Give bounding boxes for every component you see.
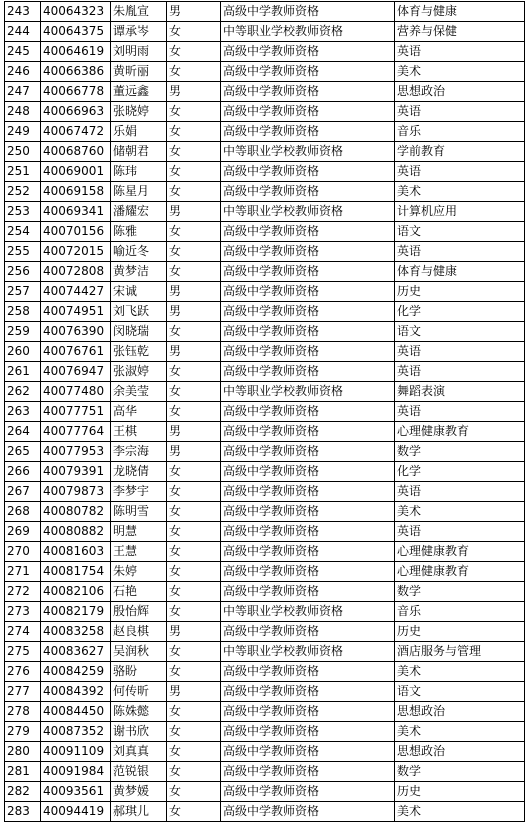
table-row xyxy=(5,222,525,242)
row-number-cell: 280 xyxy=(5,742,41,762)
name-cell: 董远鑫 xyxy=(111,82,167,102)
row-number-cell: 253 xyxy=(5,202,41,222)
exam-id-cell: 40084392 xyxy=(41,682,111,702)
qualification-cell: 高级中学教师资格 xyxy=(221,702,395,722)
gender-cell: 女 xyxy=(167,502,221,522)
name-cell: 石艳 xyxy=(111,582,167,602)
subject-cell: 学前教育 xyxy=(395,142,525,162)
subject-cell: 计算机应用 xyxy=(395,202,525,222)
table-row xyxy=(5,262,525,282)
gender-cell: 女 xyxy=(167,742,221,762)
name-cell: 潘耀宏 xyxy=(111,202,167,222)
candidate-table-body xyxy=(5,2,525,822)
name-cell: 喻近冬 xyxy=(111,242,167,262)
gender-cell: 女 xyxy=(167,402,221,422)
table-row xyxy=(5,382,525,402)
subject-cell: 英语 xyxy=(395,102,525,122)
qualification-cell: 高级中学教师资格 xyxy=(221,622,395,642)
row-number-cell: 274 xyxy=(5,622,41,642)
qualification-cell: 高级中学教师资格 xyxy=(221,42,395,62)
table-row xyxy=(5,2,525,22)
table-row xyxy=(5,742,525,762)
row-number-cell: 243 xyxy=(5,2,41,22)
name-cell: 宋诚 xyxy=(111,282,167,302)
table-row xyxy=(5,22,525,42)
subject-cell: 数学 xyxy=(395,582,525,602)
name-cell: 明慧 xyxy=(111,522,167,542)
table-row xyxy=(5,322,525,342)
row-number-cell: 251 xyxy=(5,162,41,182)
subject-cell: 数学 xyxy=(395,442,525,462)
table-row xyxy=(5,582,525,602)
gender-cell: 女 xyxy=(167,542,221,562)
name-cell: 余美莹 xyxy=(111,382,167,402)
qualification-cell: 高级中学教师资格 xyxy=(221,742,395,762)
exam-id-cell: 40080882 xyxy=(41,522,111,542)
qualification-cell: 高级中学教师资格 xyxy=(221,462,395,482)
name-cell: 黄梦洁 xyxy=(111,262,167,282)
name-cell: 张晓婷 xyxy=(111,102,167,122)
qualification-cell: 高级中学教师资格 xyxy=(221,342,395,362)
gender-cell: 女 xyxy=(167,662,221,682)
exam-id-cell: 40069001 xyxy=(41,162,111,182)
row-number-cell: 264 xyxy=(5,422,41,442)
name-cell: 乐娟 xyxy=(111,122,167,142)
gender-cell: 女 xyxy=(167,242,221,262)
subject-cell: 音乐 xyxy=(395,122,525,142)
exam-id-cell: 40064375 xyxy=(41,22,111,42)
qualification-cell: 高级中学教师资格 xyxy=(221,722,395,742)
qualification-cell: 高级中学教师资格 xyxy=(221,762,395,782)
table-row xyxy=(5,502,525,522)
subject-cell: 英语 xyxy=(395,362,525,382)
gender-cell: 女 xyxy=(167,462,221,482)
table-row xyxy=(5,82,525,102)
gender-cell: 女 xyxy=(167,102,221,122)
table-row xyxy=(5,762,525,782)
name-cell: 李梦宇 xyxy=(111,482,167,502)
qualification-cell: 高级中学教师资格 xyxy=(221,242,395,262)
row-number-cell: 282 xyxy=(5,782,41,802)
exam-id-cell: 40077751 xyxy=(41,402,111,422)
row-number-cell: 252 xyxy=(5,182,41,202)
qualification-cell: 高级中学教师资格 xyxy=(221,802,395,822)
qualification-cell: 高级中学教师资格 xyxy=(221,122,395,142)
qualification-cell: 中等职业学校教师资格 xyxy=(221,602,395,622)
subject-cell: 舞蹈表演 xyxy=(395,382,525,402)
name-cell: 陈明雪 xyxy=(111,502,167,522)
exam-id-cell: 40067472 xyxy=(41,122,111,142)
gender-cell: 女 xyxy=(167,162,221,182)
subject-cell: 美术 xyxy=(395,662,525,682)
qualification-cell: 高级中学教师资格 xyxy=(221,442,395,462)
exam-id-cell: 40077953 xyxy=(41,442,111,462)
row-number-cell: 257 xyxy=(5,282,41,302)
exam-id-cell: 40091984 xyxy=(41,762,111,782)
row-number-cell: 272 xyxy=(5,582,41,602)
exam-id-cell: 40064619 xyxy=(41,42,111,62)
exam-id-cell: 40087352 xyxy=(41,722,111,742)
subject-cell: 语文 xyxy=(395,222,525,242)
name-cell: 何传昕 xyxy=(111,682,167,702)
exam-id-cell: 40072808 xyxy=(41,262,111,282)
name-cell: 陈星月 xyxy=(111,182,167,202)
qualification-cell: 高级中学教师资格 xyxy=(221,422,395,442)
exam-id-cell: 40064323 xyxy=(41,2,111,22)
gender-cell: 女 xyxy=(167,142,221,162)
name-cell: 黄昕丽 xyxy=(111,62,167,82)
qualification-cell: 高级中学教师资格 xyxy=(221,282,395,302)
qualification-cell: 高级中学教师资格 xyxy=(221,522,395,542)
qualification-cell: 高级中学教师资格 xyxy=(221,322,395,342)
table-row xyxy=(5,482,525,502)
subject-cell: 美术 xyxy=(395,502,525,522)
exam-id-cell: 40083258 xyxy=(41,622,111,642)
subject-cell: 体育与健康 xyxy=(395,262,525,282)
exam-id-cell: 40080782 xyxy=(41,502,111,522)
row-number-cell: 279 xyxy=(5,722,41,742)
subject-cell: 英语 xyxy=(395,242,525,262)
subject-cell: 历史 xyxy=(395,622,525,642)
exam-id-cell: 40081603 xyxy=(41,542,111,562)
subject-cell: 英语 xyxy=(395,402,525,422)
row-number-cell: 248 xyxy=(5,102,41,122)
table-row xyxy=(5,562,525,582)
name-cell: 赵良棋 xyxy=(111,622,167,642)
qualification-cell: 高级中学教师资格 xyxy=(221,362,395,382)
exam-id-cell: 40076947 xyxy=(41,362,111,382)
row-number-cell: 262 xyxy=(5,382,41,402)
table-row xyxy=(5,642,525,662)
table-row xyxy=(5,682,525,702)
gender-cell: 男 xyxy=(167,682,221,702)
exam-id-cell: 40066963 xyxy=(41,102,111,122)
exam-id-cell: 40077764 xyxy=(41,422,111,442)
name-cell: 谢书欣 xyxy=(111,722,167,742)
candidate-table xyxy=(4,1,525,822)
table-row xyxy=(5,42,525,62)
row-number-cell: 247 xyxy=(5,82,41,102)
row-number-cell: 283 xyxy=(5,802,41,822)
name-cell: 谭承岑 xyxy=(111,22,167,42)
gender-cell: 女 xyxy=(167,482,221,502)
qualification-cell: 高级中学教师资格 xyxy=(221,62,395,82)
gender-cell: 女 xyxy=(167,382,221,402)
subject-cell: 英语 xyxy=(395,522,525,542)
row-number-cell: 245 xyxy=(5,42,41,62)
row-number-cell: 278 xyxy=(5,702,41,722)
row-number-cell: 258 xyxy=(5,302,41,322)
gender-cell: 女 xyxy=(167,802,221,822)
table-row xyxy=(5,462,525,482)
table-row xyxy=(5,202,525,222)
exam-id-cell: 40076390 xyxy=(41,322,111,342)
row-number-cell: 275 xyxy=(5,642,41,662)
subject-cell: 语文 xyxy=(395,322,525,342)
qualification-cell: 高级中学教师资格 xyxy=(221,562,395,582)
subject-cell: 英语 xyxy=(395,342,525,362)
row-number-cell: 260 xyxy=(5,342,41,362)
qualification-cell: 高级中学教师资格 xyxy=(221,222,395,242)
subject-cell: 英语 xyxy=(395,42,525,62)
table-row xyxy=(5,442,525,462)
row-number-cell: 263 xyxy=(5,402,41,422)
table-row xyxy=(5,802,525,822)
subject-cell: 心理健康教育 xyxy=(395,562,525,582)
table-row xyxy=(5,622,525,642)
exam-id-cell: 40068760 xyxy=(41,142,111,162)
row-number-cell: 249 xyxy=(5,122,41,142)
subject-cell: 美术 xyxy=(395,802,525,822)
name-cell: 张淑婷 xyxy=(111,362,167,382)
table-row xyxy=(5,402,525,422)
name-cell: 刘明雨 xyxy=(111,42,167,62)
table-row xyxy=(5,342,525,362)
table-row xyxy=(5,782,525,802)
table-row xyxy=(5,522,525,542)
row-number-cell: 277 xyxy=(5,682,41,702)
row-number-cell: 259 xyxy=(5,322,41,342)
table-row xyxy=(5,702,525,722)
qualification-cell: 高级中学教师资格 xyxy=(221,402,395,422)
gender-cell: 男 xyxy=(167,2,221,22)
table-row xyxy=(5,662,525,682)
gender-cell: 男 xyxy=(167,442,221,462)
gender-cell: 女 xyxy=(167,122,221,142)
gender-cell: 男 xyxy=(167,282,221,302)
gender-cell: 女 xyxy=(167,22,221,42)
qualification-cell: 中等职业学校教师资格 xyxy=(221,202,395,222)
qualification-cell: 中等职业学校教师资格 xyxy=(221,642,395,662)
row-number-cell: 273 xyxy=(5,602,41,622)
subject-cell: 思想政治 xyxy=(395,82,525,102)
subject-cell: 美术 xyxy=(395,722,525,742)
qualification-cell: 高级中学教师资格 xyxy=(221,262,395,282)
qualification-cell: 高级中学教师资格 xyxy=(221,302,395,322)
name-cell: 陈玮 xyxy=(111,162,167,182)
table-row xyxy=(5,722,525,742)
name-cell: 李宗海 xyxy=(111,442,167,462)
qualification-cell: 高级中学教师资格 xyxy=(221,542,395,562)
table-row xyxy=(5,362,525,382)
exam-id-cell: 40072015 xyxy=(41,242,111,262)
name-cell: 高华 xyxy=(111,402,167,422)
table-row xyxy=(5,182,525,202)
row-number-cell: 276 xyxy=(5,662,41,682)
row-number-cell: 261 xyxy=(5,362,41,382)
exam-id-cell: 40076761 xyxy=(41,342,111,362)
name-cell: 王慧 xyxy=(111,542,167,562)
subject-cell: 思想政治 xyxy=(395,702,525,722)
row-number-cell: 267 xyxy=(5,482,41,502)
gender-cell: 男 xyxy=(167,342,221,362)
qualification-cell: 高级中学教师资格 xyxy=(221,482,395,502)
qualification-cell: 高级中学教师资格 xyxy=(221,162,395,182)
exam-id-cell: 40066778 xyxy=(41,82,111,102)
table-row xyxy=(5,602,525,622)
gender-cell: 女 xyxy=(167,522,221,542)
row-number-cell: 256 xyxy=(5,262,41,282)
exam-id-cell: 40079873 xyxy=(41,482,111,502)
gender-cell: 女 xyxy=(167,562,221,582)
gender-cell: 女 xyxy=(167,262,221,282)
qualification-cell: 高级中学教师资格 xyxy=(221,782,395,802)
qualification-cell: 高级中学教师资格 xyxy=(221,662,395,682)
gender-cell: 女 xyxy=(167,322,221,342)
name-cell: 范锐银 xyxy=(111,762,167,782)
name-cell: 张钰乾 xyxy=(111,342,167,362)
row-number-cell: 281 xyxy=(5,762,41,782)
subject-cell: 历史 xyxy=(395,282,525,302)
row-number-cell: 255 xyxy=(5,242,41,262)
subject-cell: 音乐 xyxy=(395,602,525,622)
name-cell: 朱婷 xyxy=(111,562,167,582)
row-number-cell: 270 xyxy=(5,542,41,562)
qualification-cell: 中等职业学校教师资格 xyxy=(221,142,395,162)
exam-id-cell: 40094419 xyxy=(41,802,111,822)
table-row xyxy=(5,282,525,302)
gender-cell: 女 xyxy=(167,642,221,662)
exam-id-cell: 40091109 xyxy=(41,742,111,762)
subject-cell: 体育与健康 xyxy=(395,2,525,22)
subject-cell: 英语 xyxy=(395,482,525,502)
row-number-cell: 271 xyxy=(5,562,41,582)
exam-id-cell: 40082106 xyxy=(41,582,111,602)
name-cell: 陈雅 xyxy=(111,222,167,242)
name-cell: 郝琪儿 xyxy=(111,802,167,822)
exam-id-cell: 40070156 xyxy=(41,222,111,242)
name-cell: 刘飞跃 xyxy=(111,302,167,322)
row-number-cell: 268 xyxy=(5,502,41,522)
subject-cell: 化学 xyxy=(395,302,525,322)
name-cell: 黄梦媛 xyxy=(111,782,167,802)
gender-cell: 女 xyxy=(167,762,221,782)
table-row xyxy=(5,142,525,162)
gender-cell: 女 xyxy=(167,362,221,382)
qualification-cell: 高级中学教师资格 xyxy=(221,502,395,522)
gender-cell: 男 xyxy=(167,422,221,442)
exam-id-cell: 40082179 xyxy=(41,602,111,622)
qualification-cell: 中等职业学校教师资格 xyxy=(221,382,395,402)
qualification-cell: 高级中学教师资格 xyxy=(221,182,395,202)
exam-id-cell: 40093561 xyxy=(41,782,111,802)
row-number-cell: 246 xyxy=(5,62,41,82)
row-number-cell: 266 xyxy=(5,462,41,482)
gender-cell: 男 xyxy=(167,202,221,222)
subject-cell: 美术 xyxy=(395,62,525,82)
subject-cell: 数学 xyxy=(395,762,525,782)
table-row xyxy=(5,62,525,82)
table-row xyxy=(5,542,525,562)
name-cell: 朱胤宣 xyxy=(111,2,167,22)
subject-cell: 思想政治 xyxy=(395,742,525,762)
subject-cell: 酒店服务与管理 xyxy=(395,642,525,662)
exam-id-cell: 40084259 xyxy=(41,662,111,682)
qualification-cell: 高级中学教师资格 xyxy=(221,682,395,702)
subject-cell: 心理健康教育 xyxy=(395,422,525,442)
qualification-cell: 高级中学教师资格 xyxy=(221,2,395,22)
subject-cell: 美术 xyxy=(395,182,525,202)
name-cell: 闵晓瑞 xyxy=(111,322,167,342)
name-cell: 殷怡辉 xyxy=(111,602,167,622)
subject-cell: 英语 xyxy=(395,162,525,182)
exam-id-cell: 40077480 xyxy=(41,382,111,402)
gender-cell: 女 xyxy=(167,722,221,742)
row-number-cell: 244 xyxy=(5,22,41,42)
gender-cell: 女 xyxy=(167,182,221,202)
subject-cell: 历史 xyxy=(395,782,525,802)
gender-cell: 女 xyxy=(167,42,221,62)
exam-id-cell: 40069158 xyxy=(41,182,111,202)
subject-cell: 营养与保健 xyxy=(395,22,525,42)
row-number-cell: 269 xyxy=(5,522,41,542)
gender-cell: 女 xyxy=(167,62,221,82)
gender-cell: 女 xyxy=(167,582,221,602)
name-cell: 王棋 xyxy=(111,422,167,442)
qualification-cell: 高级中学教师资格 xyxy=(221,582,395,602)
table-row xyxy=(5,122,525,142)
qualification-cell: 中等职业学校教师资格 xyxy=(221,22,395,42)
exam-id-cell: 40081754 xyxy=(41,562,111,582)
exam-id-cell: 40066386 xyxy=(41,62,111,82)
table-row xyxy=(5,242,525,262)
table-row xyxy=(5,162,525,182)
name-cell: 陈姝懿 xyxy=(111,702,167,722)
subject-cell: 心理健康教育 xyxy=(395,542,525,562)
gender-cell: 男 xyxy=(167,82,221,102)
name-cell: 储朝君 xyxy=(111,142,167,162)
name-cell: 刘真真 xyxy=(111,742,167,762)
table-row xyxy=(5,422,525,442)
subject-cell: 化学 xyxy=(395,462,525,482)
subject-cell: 语文 xyxy=(395,682,525,702)
gender-cell: 男 xyxy=(167,622,221,642)
row-number-cell: 265 xyxy=(5,442,41,462)
gender-cell: 女 xyxy=(167,782,221,802)
gender-cell: 男 xyxy=(167,302,221,322)
gender-cell: 女 xyxy=(167,702,221,722)
gender-cell: 女 xyxy=(167,602,221,622)
exam-id-cell: 40074427 xyxy=(41,282,111,302)
qualification-cell: 高级中学教师资格 xyxy=(221,82,395,102)
exam-id-cell: 40069341 xyxy=(41,202,111,222)
row-number-cell: 254 xyxy=(5,222,41,242)
name-cell: 吴润秋 xyxy=(111,642,167,662)
exam-id-cell: 40083627 xyxy=(41,642,111,662)
exam-id-cell: 40084450 xyxy=(41,702,111,722)
name-cell: 龙晓倩 xyxy=(111,462,167,482)
exam-id-cell: 40074951 xyxy=(41,302,111,322)
name-cell: 骆盼 xyxy=(111,662,167,682)
table-row xyxy=(5,102,525,122)
gender-cell: 女 xyxy=(167,222,221,242)
qualification-cell: 高级中学教师资格 xyxy=(221,102,395,122)
exam-id-cell: 40079391 xyxy=(41,462,111,482)
table-row xyxy=(5,302,525,322)
row-number-cell: 250 xyxy=(5,142,41,162)
